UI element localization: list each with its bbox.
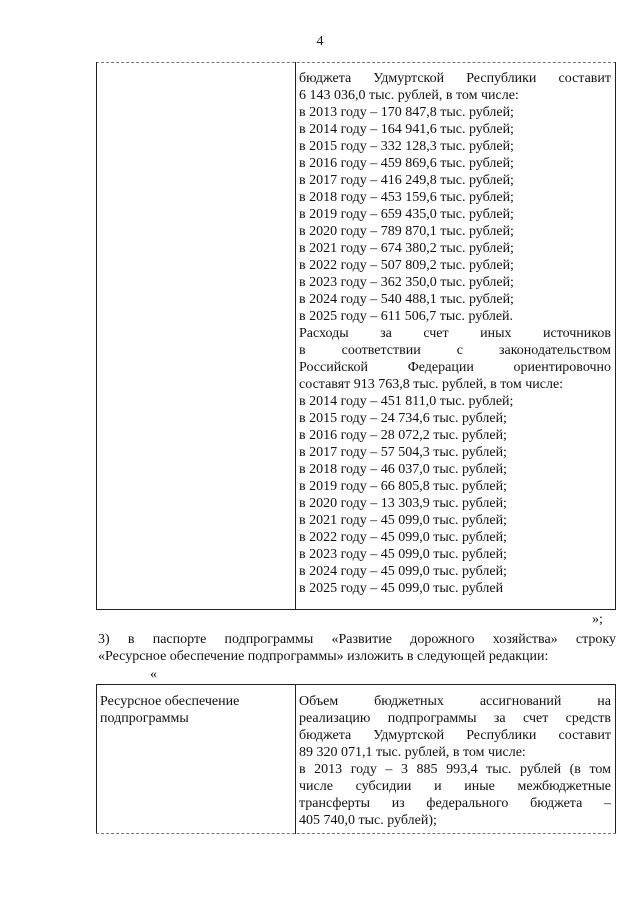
- table1-text-line: в 2014 году – 164 941,6 тыс. рублей;: [299, 122, 514, 137]
- table1-text-line: в 2015 году – 332 128,3 тыс. рублей;: [299, 139, 514, 154]
- table1-text-line: в 2017 году – 416 249,8 тыс. рублей;: [299, 173, 514, 188]
- table1-text-line: в 2019 году – 659 435,0 тыс. рублей;: [299, 207, 514, 222]
- table2-text-line: 405 740,0 тыс. рублей);: [299, 813, 437, 828]
- opening-quote: «: [150, 667, 157, 682]
- table1-text-line: в 2017 году – 57 504,3 тыс. рублей;: [299, 445, 507, 460]
- table1-text-line: в 2014 году – 451 811,0 тыс. рублей;: [299, 394, 514, 409]
- table2-text-line: числе субсидии и иные межбюджетные: [299, 779, 611, 794]
- table1-text-line: в 2016 году – 28 072,2 тыс. рублей;: [299, 428, 507, 443]
- table1-text-line: в 2023 году – 362 350,0 тыс. рублей;: [299, 275, 514, 290]
- paragraph-line: 3) в паспорте подпрограммы «Развитие дорожного хозяйства» строку: [98, 632, 616, 647]
- table1-column-divider: [295, 62, 296, 610]
- table2-column-divider: [295, 684, 296, 834]
- table1-text-line: в 2022 году – 45 099,0 тыс. рублей;: [299, 530, 507, 545]
- table1-text-line: в 2018 году – 453 159,6 тыс. рублей;: [299, 190, 514, 205]
- amendment-paragraph: [98, 631, 616, 665]
- table1-text-line: в 2013 году – 170 847,8 тыс. рублей;: [299, 105, 514, 120]
- closing-quote: »;: [592, 612, 603, 627]
- table1-text-line: 6 143 036,0 тыс. рублей, в том числе:: [299, 88, 519, 103]
- table2-bottom-dashed-edge: [96, 833, 616, 834]
- table1-right-border: [615, 62, 616, 610]
- table1-top-dashed-edge: [96, 62, 616, 63]
- table1-text-line: в 2024 году – 45 099,0 тыс. рублей;: [299, 564, 507, 579]
- table2-left-cell: [100, 693, 290, 727]
- table2-text-line: реализацию подпрограммы за счет средств: [299, 711, 611, 726]
- table1-text-line: в 2015 году – 24 734,6 тыс. рублей;: [299, 411, 507, 426]
- table2-text-line: в 2013 году – 3 885 993,4 тыс. рублей (в том: [299, 762, 611, 777]
- table1-text-line: в 2021 году – 45 099,0 тыс. рублей;: [299, 513, 507, 528]
- table2-right-border: [615, 684, 616, 834]
- table1-text-line: в 2025 году – 611 506,7 тыс. рублей.: [299, 309, 514, 324]
- table2-right-cell: [299, 693, 611, 829]
- table2-label-line: Ресурсное обеспечение: [100, 694, 240, 709]
- table1-text-line: в 2018 году – 46 037,0 тыс. рублей;: [299, 462, 507, 477]
- table1-text-line: Расходы за счет иных источников: [299, 326, 611, 341]
- table2-top-border: [96, 684, 616, 685]
- table1-text-line: в 2022 году – 507 809,2 тыс. рублей;: [299, 258, 514, 273]
- table2-left-border: [96, 684, 97, 834]
- table1-text-line: в 2020 году – 13 303,9 тыс. рублей;: [299, 496, 507, 511]
- table1-text-line: в 2021 году – 674 380,2 тыс. рублей;: [299, 241, 514, 256]
- table1-text-line: в 2023 году – 45 099,0 тыс. рублей;: [299, 547, 507, 562]
- table2-text-line: Объем бюджетных ассигнований на: [299, 694, 611, 709]
- table1-text-line: в 2016 году – 459 869,6 тыс. рублей;: [299, 156, 514, 171]
- paragraph-line: «Ресурсное обеспечение подпрограммы» изложить в следующей редакции:: [98, 649, 549, 664]
- table1-right-cell: [299, 70, 611, 597]
- table2-text-line: трансферты из федерального бюджета –: [299, 796, 611, 811]
- table1-text-line: в 2019 году – 66 805,8 тыс. рублей;: [299, 479, 507, 494]
- table1-text-line: в 2020 году – 789 870,1 тыс. рублей;: [299, 224, 514, 239]
- page-number: 4: [316, 34, 324, 49]
- table1-text-line: бюджета Удмуртской Республики составит: [299, 71, 611, 86]
- table2-text-line: бюджета Удмуртской Республики составит: [299, 728, 611, 743]
- table1-text-line: в соответствии с законодательством: [299, 343, 611, 358]
- table1-text-line: в 2024 году – 540 488,1 тыс. рублей;: [299, 292, 514, 307]
- table2-text-line: 89 320 071,1 тыс. рублей, в том числе:: [299, 745, 526, 760]
- table1-bottom-border: [96, 609, 616, 610]
- table2-label-line: подпрограммы: [100, 711, 189, 726]
- table1-text-line: в 2025 году – 45 099,0 тыс. рублей: [299, 581, 504, 596]
- table1-text-line: составят 913 763,8 тыс. рублей, в том числе:: [299, 377, 564, 392]
- table1-left-border: [96, 62, 97, 610]
- table1-text-line: Российской Федерации ориентировочно: [299, 360, 611, 375]
